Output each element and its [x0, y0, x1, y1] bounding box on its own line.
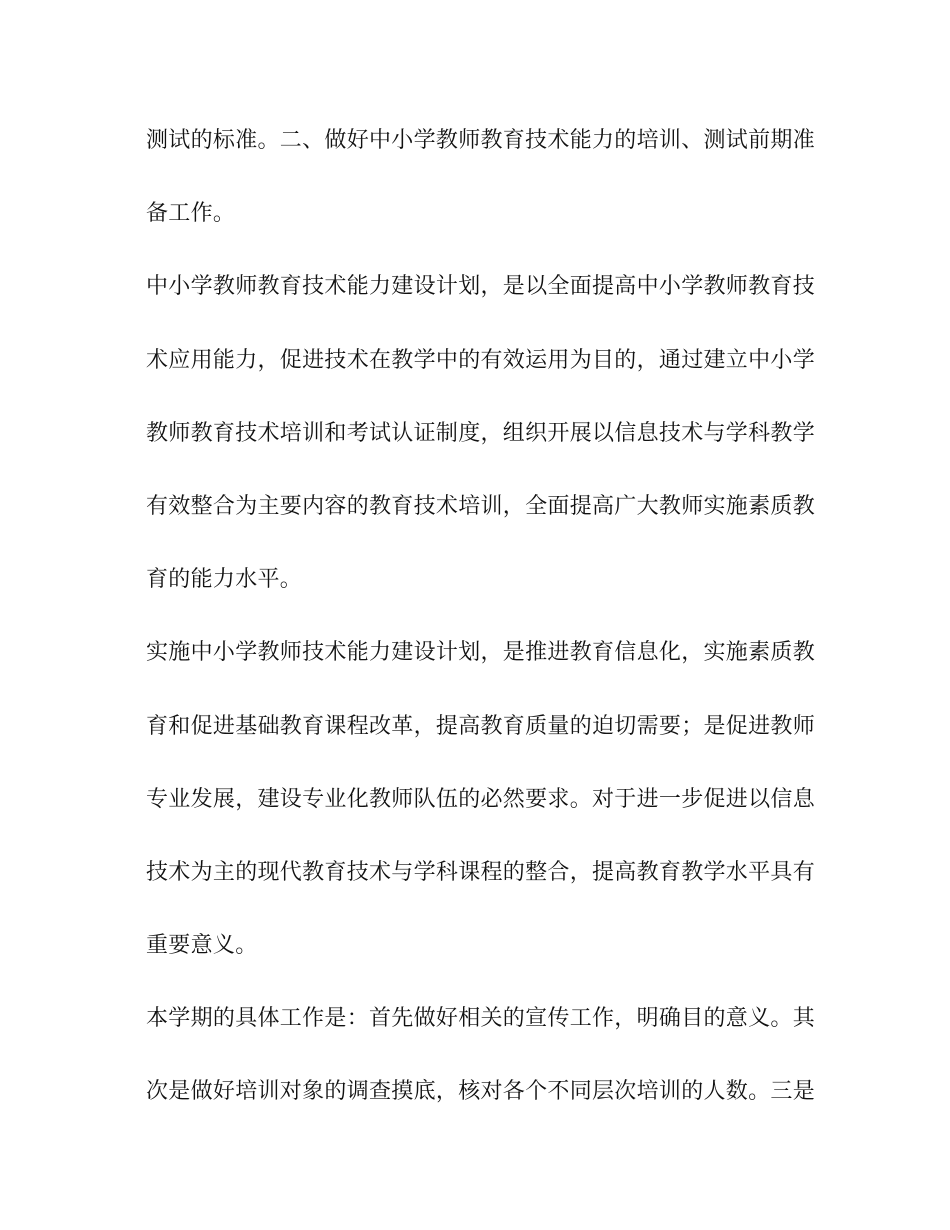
text-line: 专业发展，建设专业化教师队伍的必然要求。对于进一步促进以信息: [146, 786, 816, 812]
text-line: 本学期的具体工作是：首先做好相关的宣传工作，明确目的意义。其: [146, 1006, 816, 1032]
text-line: 育和促进基础教育课程改革，提高教育质量的迫切需要；是促进教师: [146, 713, 816, 739]
text-line: 教师教育技术培训和考试认证制度，组织开展以信息技术与学科教学: [146, 420, 816, 446]
text-line: 育的能力水平。: [146, 567, 303, 593]
text-line: 测试的标准。二、做好中小学教师教育技术能力的培训、测试前期准: [146, 128, 816, 153]
text-line: 有效整合为主要内容的教育技术培训，全面提高广大教师实施素质教: [146, 493, 816, 519]
text-line: 术应用能力，促进技术在教学中的有效运用为目的，通过建立中小学: [146, 347, 816, 373]
text-line: 重要意义。: [146, 933, 258, 959]
text-line: 中小学教师教育技术能力建设计划，是以全面提高中小学教师教育技: [146, 274, 816, 300]
text-line: 备工作。: [146, 201, 236, 227]
text-line: 次是做好培训对象的调查摸底，核对各个不同层次培训的人数。三是: [146, 1079, 816, 1105]
text-line: 技术为主的现代教育技术与学科课程的整合，提高教育教学水平具有: [146, 859, 816, 885]
text-line: 实施中小学教师技术能力建设计划，是推进教育信息化，实施素质教: [146, 640, 816, 666]
body-text: [146, 118, 816, 1143]
